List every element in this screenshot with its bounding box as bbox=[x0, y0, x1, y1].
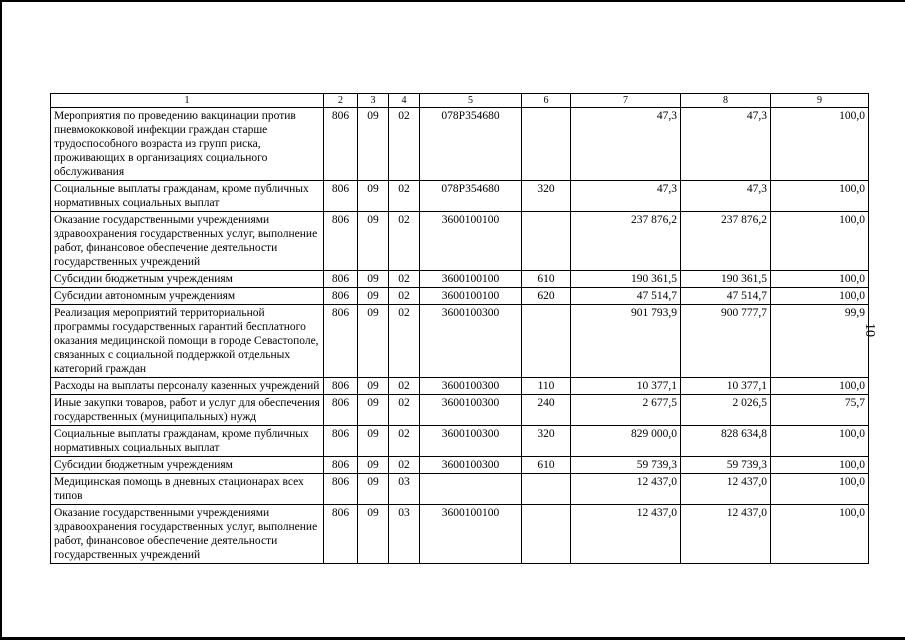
expense-type-cell bbox=[522, 474, 571, 505]
executed-amount-cell: 47 514,7 bbox=[681, 288, 771, 305]
executed-amount-cell: 12 437,0 bbox=[681, 505, 771, 564]
admin-code-cell: 806 bbox=[324, 505, 358, 564]
execution-percent-cell: 100,0 bbox=[771, 457, 869, 474]
planned-amount-cell: 59 739,3 bbox=[571, 457, 681, 474]
target-article-cell: 3600100100 bbox=[420, 288, 522, 305]
expense-type-cell bbox=[522, 108, 571, 181]
target-article-cell: 078Р354680 bbox=[420, 108, 522, 181]
subsection-code-cell: 02 bbox=[389, 181, 420, 212]
table-row bbox=[51, 474, 869, 505]
execution-percent-cell: 100,0 bbox=[771, 271, 869, 288]
expense-type-cell: 610 bbox=[522, 271, 571, 288]
target-article-cell: 3600100300 bbox=[420, 457, 522, 474]
table-row bbox=[51, 395, 869, 426]
execution-percent-cell: 100,0 bbox=[771, 378, 869, 395]
top-border-line bbox=[0, 0, 905, 2]
executed-amount-cell: 12 437,0 bbox=[681, 474, 771, 505]
executed-amount-cell: 828 634,8 bbox=[681, 426, 771, 457]
execution-percent-cell: 100,0 bbox=[771, 181, 869, 212]
execution-percent-cell: 100,0 bbox=[771, 505, 869, 564]
column-header: 1 bbox=[51, 94, 324, 108]
expense-type-cell: 610 bbox=[522, 457, 571, 474]
section-code-cell: 09 bbox=[358, 426, 389, 457]
table-row bbox=[51, 288, 869, 305]
execution-percent-cell: 100,0 bbox=[771, 474, 869, 505]
admin-code-cell: 806 bbox=[324, 457, 358, 474]
target-article-cell: 3600100300 bbox=[420, 426, 522, 457]
row-name-cell: Реализация мероприятий территориальной программы государственных гарантий бесплатного оказания медицинской помощи в городе Севастополе, связанных с социальной поддержкой отдельных категорий граждан bbox=[51, 305, 324, 378]
admin-code-cell: 806 bbox=[324, 108, 358, 181]
subsection-code-cell: 02 bbox=[389, 271, 420, 288]
page-number: 10 bbox=[862, 323, 877, 337]
subsection-code-cell: 02 bbox=[389, 395, 420, 426]
column-header: 4 bbox=[389, 94, 420, 108]
section-code-cell: 09 bbox=[358, 505, 389, 564]
subsection-code-cell: 02 bbox=[389, 378, 420, 395]
column-header: 8 bbox=[681, 94, 771, 108]
admin-code-cell: 806 bbox=[324, 395, 358, 426]
target-article-cell: 3600100100 bbox=[420, 271, 522, 288]
section-code-cell: 09 bbox=[358, 378, 389, 395]
table-row bbox=[51, 271, 869, 288]
target-article-cell: 3600100100 bbox=[420, 505, 522, 564]
admin-code-cell: 806 bbox=[324, 305, 358, 378]
row-name-cell: Социальные выплаты гражданам, кроме публичных нормативных социальных выплат bbox=[51, 426, 324, 457]
execution-percent-cell: 100,0 bbox=[771, 108, 869, 181]
execution-percent-cell: 99,9 bbox=[771, 305, 869, 378]
executed-amount-cell: 59 739,3 bbox=[681, 457, 771, 474]
execution-percent-cell: 75,7 bbox=[771, 395, 869, 426]
table-row bbox=[51, 305, 869, 378]
admin-code-cell: 806 bbox=[324, 212, 358, 271]
row-name-cell: Медицинская помощь в дневных стационарах всех типов bbox=[51, 474, 324, 505]
row-name-cell: Субсидии бюджетным учреждениям bbox=[51, 271, 324, 288]
section-code-cell: 09 bbox=[358, 305, 389, 378]
row-name-cell: Социальные выплаты гражданам, кроме публичных нормативных социальных выплат bbox=[51, 181, 324, 212]
planned-amount-cell: 12 437,0 bbox=[571, 474, 681, 505]
row-name-cell: Мероприятия по проведению вакцинации против пневмококковой инфекции граждан старше трудоспособного возраста из групп риска, проживающих в организациях социального обслуживания bbox=[51, 108, 324, 181]
executed-amount-cell: 237 876,2 bbox=[681, 212, 771, 271]
target-article-cell: 3600100100 bbox=[420, 212, 522, 271]
target-article-cell: 3600100300 bbox=[420, 378, 522, 395]
executed-amount-cell: 47,3 bbox=[681, 108, 771, 181]
execution-percent-cell: 100,0 bbox=[771, 426, 869, 457]
subsection-code-cell: 03 bbox=[389, 474, 420, 505]
expense-type-cell: 320 bbox=[522, 426, 571, 457]
row-name-cell: Оказание государственными учреждениями здравоохранения государственных услуг, выполнение работ, финансовое обеспечение деятельности государственных учреждений bbox=[51, 212, 324, 271]
row-name-cell: Оказание государственными учреждениями здравоохранения государственных услуг, выполнение работ, финансовое обеспечение деятельности государственных учреждений bbox=[51, 505, 324, 564]
planned-amount-cell: 2 677,5 bbox=[571, 395, 681, 426]
subsection-code-cell: 02 bbox=[389, 305, 420, 378]
target-article-cell: 3600100300 bbox=[420, 305, 522, 378]
admin-code-cell: 806 bbox=[324, 271, 358, 288]
row-name-cell: Субсидии автономным учреждениям bbox=[51, 288, 324, 305]
execution-percent-cell: 100,0 bbox=[771, 212, 869, 271]
expense-type-cell: 320 bbox=[522, 181, 571, 212]
target-article-cell: 078Р354680 bbox=[420, 181, 522, 212]
expense-type-cell: 240 bbox=[522, 395, 571, 426]
subsection-code-cell: 02 bbox=[389, 108, 420, 181]
subsection-code-cell: 02 bbox=[389, 426, 420, 457]
section-code-cell: 09 bbox=[358, 457, 389, 474]
executed-amount-cell: 10 377,1 bbox=[681, 378, 771, 395]
table-row bbox=[51, 426, 869, 457]
expense-type-cell: 110 bbox=[522, 378, 571, 395]
subsection-code-cell: 02 bbox=[389, 457, 420, 474]
planned-amount-cell: 12 437,0 bbox=[571, 505, 681, 564]
section-code-cell: 09 bbox=[358, 288, 389, 305]
left-edge-line bbox=[0, 0, 2, 640]
expense-type-cell bbox=[522, 212, 571, 271]
planned-amount-cell: 47,3 bbox=[571, 181, 681, 212]
subsection-code-cell: 03 bbox=[389, 505, 420, 564]
subsection-code-cell: 02 bbox=[389, 288, 420, 305]
column-header: 2 bbox=[324, 94, 358, 108]
header-row bbox=[51, 94, 869, 108]
column-header: 9 bbox=[771, 94, 869, 108]
planned-amount-cell: 237 876,2 bbox=[571, 212, 681, 271]
executed-amount-cell: 190 361,5 bbox=[681, 271, 771, 288]
admin-code-cell: 806 bbox=[324, 181, 358, 212]
row-name-cell: Субсидии бюджетным учреждениям bbox=[51, 457, 324, 474]
section-code-cell: 09 bbox=[358, 271, 389, 288]
execution-percent-cell: 100,0 bbox=[771, 288, 869, 305]
executed-amount-cell: 900 777,7 bbox=[681, 305, 771, 378]
section-code-cell: 09 bbox=[358, 395, 389, 426]
planned-amount-cell: 47 514,7 bbox=[571, 288, 681, 305]
table-row bbox=[51, 505, 869, 564]
section-code-cell: 09 bbox=[358, 212, 389, 271]
section-code-cell: 09 bbox=[358, 108, 389, 181]
subsection-code-cell: 02 bbox=[389, 212, 420, 271]
column-header: 5 bbox=[420, 94, 522, 108]
executed-amount-cell: 47,3 bbox=[681, 181, 771, 212]
section-code-cell: 09 bbox=[358, 181, 389, 212]
admin-code-cell: 806 bbox=[324, 426, 358, 457]
executed-amount-cell: 2 026,5 bbox=[681, 395, 771, 426]
column-header: 7 bbox=[571, 94, 681, 108]
admin-code-cell: 806 bbox=[324, 378, 358, 395]
target-article-cell: 3600100300 bbox=[420, 395, 522, 426]
section-code-cell: 09 bbox=[358, 474, 389, 505]
column-header: 6 bbox=[522, 94, 571, 108]
admin-code-cell: 806 bbox=[324, 474, 358, 505]
table-row bbox=[51, 181, 869, 212]
target-article-cell bbox=[420, 474, 522, 505]
table-row bbox=[51, 457, 869, 474]
expense-type-cell: 620 bbox=[522, 288, 571, 305]
table-row bbox=[51, 108, 869, 181]
table-row bbox=[51, 212, 869, 271]
admin-code-cell: 806 bbox=[324, 288, 358, 305]
planned-amount-cell: 829 000,0 bbox=[571, 426, 681, 457]
planned-amount-cell: 47,3 bbox=[571, 108, 681, 181]
row-name-cell: Расходы на выплаты персоналу казенных учреждений bbox=[51, 378, 324, 395]
planned-amount-cell: 10 377,1 bbox=[571, 378, 681, 395]
expense-type-cell bbox=[522, 505, 571, 564]
budget-table bbox=[50, 93, 869, 564]
table-row bbox=[51, 378, 869, 395]
column-header: 3 bbox=[358, 94, 389, 108]
planned-amount-cell: 190 361,5 bbox=[571, 271, 681, 288]
row-name-cell: Иные закупки товаров, работ и услуг для обеспечения государственных (муниципальных) нужд bbox=[51, 395, 324, 426]
expense-type-cell bbox=[522, 305, 571, 378]
planned-amount-cell: 901 793,9 bbox=[571, 305, 681, 378]
